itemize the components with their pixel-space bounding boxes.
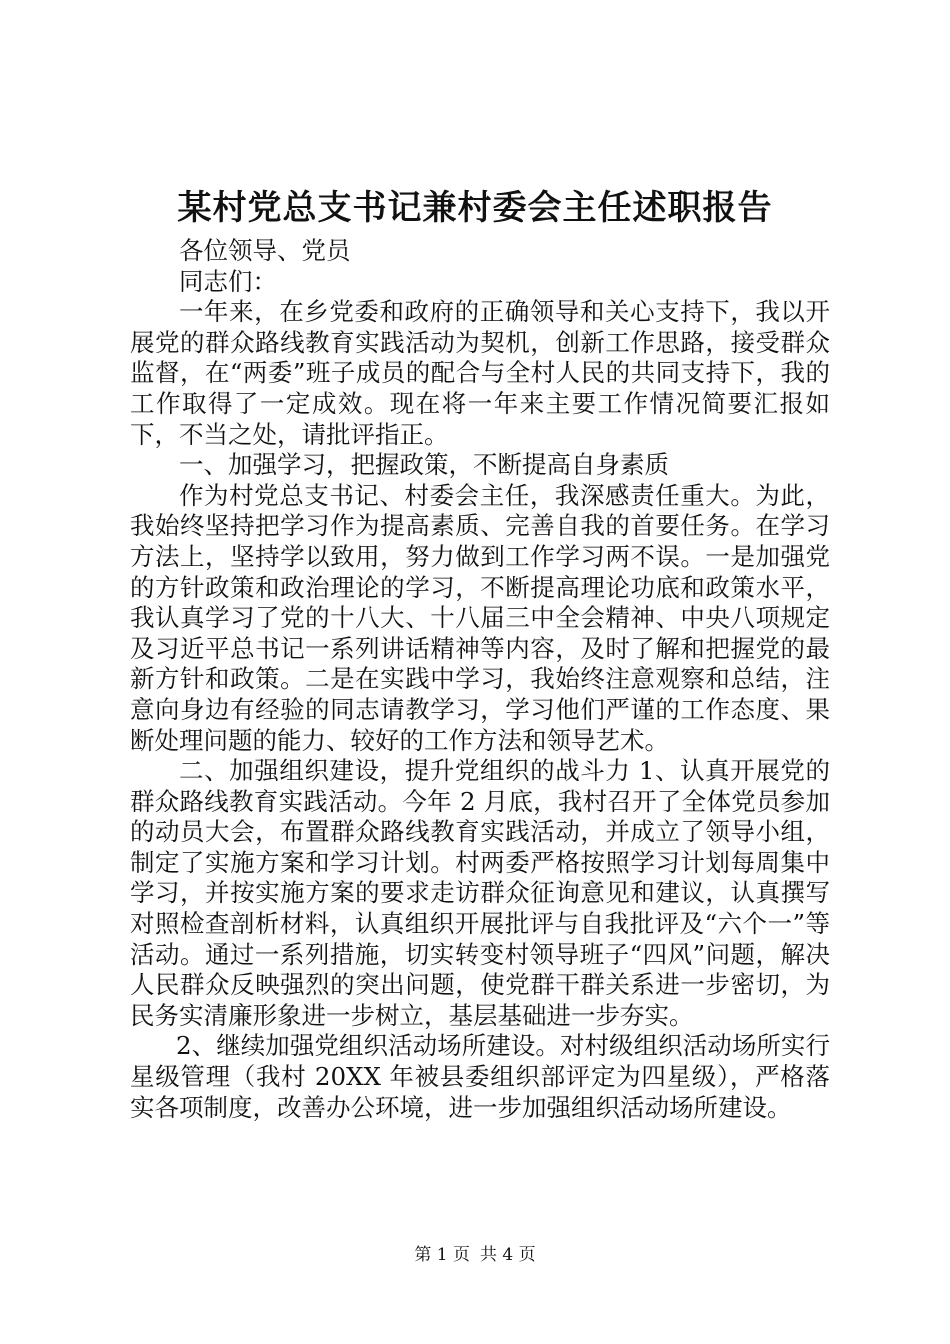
document-title: 某村党总支书记兼村委会主任述职报告 xyxy=(177,188,773,228)
page-total: 共 4 页 xyxy=(480,1245,536,1265)
section-heading-1: 一、加强学习，把握政策，不断提高自身素质 xyxy=(179,450,669,480)
page-number: 第 1 页 xyxy=(414,1245,470,1265)
paragraph-venue-construction: 2、继续加强党组织活动场所建设。对村级组织活动场所实行星级管理（我村 20XX 年被县委组织部评定为四星级），严格落实各项制度，改善办公环境，进一步加强组织活动场所建设。 xyxy=(130,1031,830,1122)
document-body xyxy=(130,236,830,1123)
salutation-line-1: 各位领导、党员 xyxy=(179,236,351,265)
page-footer xyxy=(0,1244,950,1266)
salutation-line-2: 同志们： xyxy=(179,266,277,296)
paragraph-study: 作为村党总支书记、村委会主任，我深感责任重大。为此，我始终坚持把学习作为提高素质、完善自我的首要任务。在学习方法上，坚持学以致用，努力做到工作学习两不误。一是加强党的方针政策和政治理论的学习，不断提高理论功底和政策水平，我认真学习了党的十八大、十八届三中全会精神、中央八项规定及习近平总书记一系列讲话精神等内容，及时了解和把握党的最新方针和政策。二是在实践中学习，我始终注意观察和总结，注意向身边有经验的同志请教学习，学习他们严谨的工作态度、果断处理问题的能力、较好的工作方法和领导艺术。 xyxy=(130,480,830,755)
section-heading-2-paragraph: 二、加强组织建设，提升党组织的战斗力 1、认真开展党的群众路线教育实践活动。今年 2 月底，我村召开了全体党员参加的动员大会，布置群众路线教育实践活动，并成立了领导小组，制定了实施方案和学习计划。村两委严格按照学习计划每周集中学习，并按实施方案的要求走访群众征询意见和建议，认真撰写对照检查剖析材料，认真组织开展批评与自我批评及“六个一”等活动。通过一系列措施，切实转变村领导班子“四风”问题，解决人民群众反映强烈的突出问题，使党群干群关系进一步密切，为民务实清廉形象进一步树立，基层基础进一步夯实。 xyxy=(130,756,830,1030)
paragraph-intro: 一年来，在乡党委和政府的正确领导和关心支持下，我以开展党的群众路线教育实践活动为契机，创新工作思路，接受群众监督，在“两委”班子成员的配合与全村人民的共同支持下，我的工作取得了一定成效。现在将一年来主要工作情况简要汇报如下，不当之处，请批评指正。 xyxy=(130,297,830,449)
